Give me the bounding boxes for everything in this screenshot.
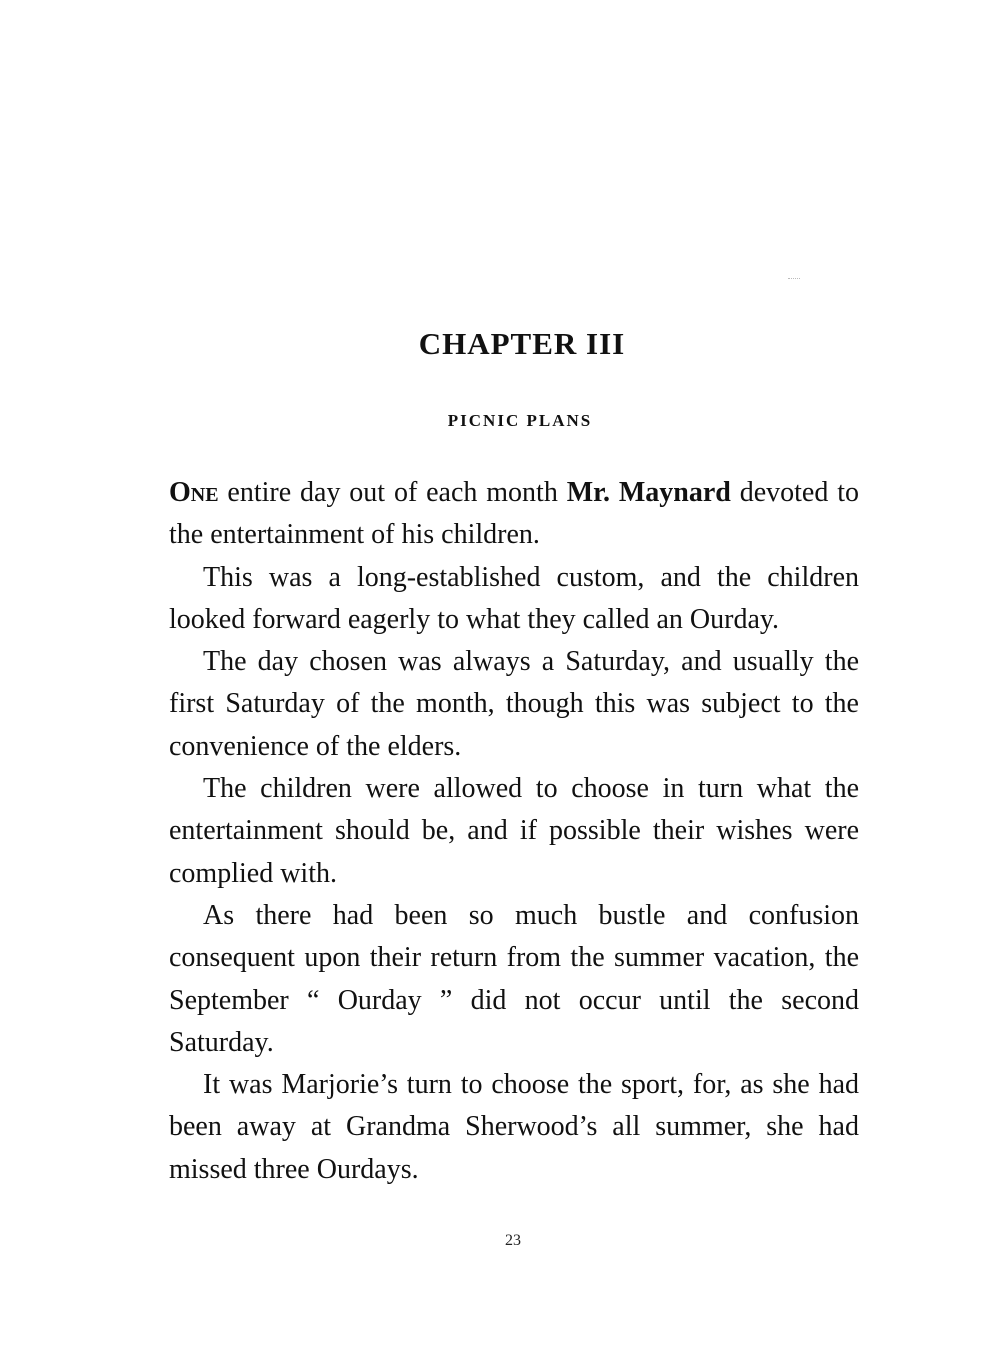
paragraph-5: As there had been so much bustle and confusion consequent upon their return from the summer vacation, the September “ Ourday ” did not occur until the second Saturday. [169, 899, 859, 1058]
page-number: 23 [505, 1232, 521, 1249]
paragraph-4: The children were allowed to choose in turn what the entertainment should be, and if possible their wishes were complied with. [169, 773, 859, 889]
lead-word: One [169, 477, 219, 508]
paragraph-1-text-a: entire day out of each month [218, 477, 567, 508]
chapter-subtitle: PICNIC PLANS [447, 411, 593, 430]
paragraph-1 [169, 472, 859, 557]
paragraph-3: The day chosen was always a Saturday, and usually the first Saturday of the month, though this was subject to the convenience of the elders. [169, 646, 859, 762]
paragraph-2: This was a long-established custom, and the children looked forward eagerly to what they called an Ourday. [169, 561, 859, 635]
character-name: Mr. Maynard [566, 477, 731, 508]
paragraph-6: It was Marjorie’s turn to choose the sport, for, as she had been away at Grandma Sherwood’s all summer, she had missed three Ourdays. [169, 1069, 859, 1185]
chapter-body [169, 472, 859, 1191]
scan-speck [788, 278, 800, 281]
chapter-title: CHAPTER III [418, 326, 626, 361]
paragraph-1-text-b: devoted to the entertainment of his children. [169, 477, 859, 551]
